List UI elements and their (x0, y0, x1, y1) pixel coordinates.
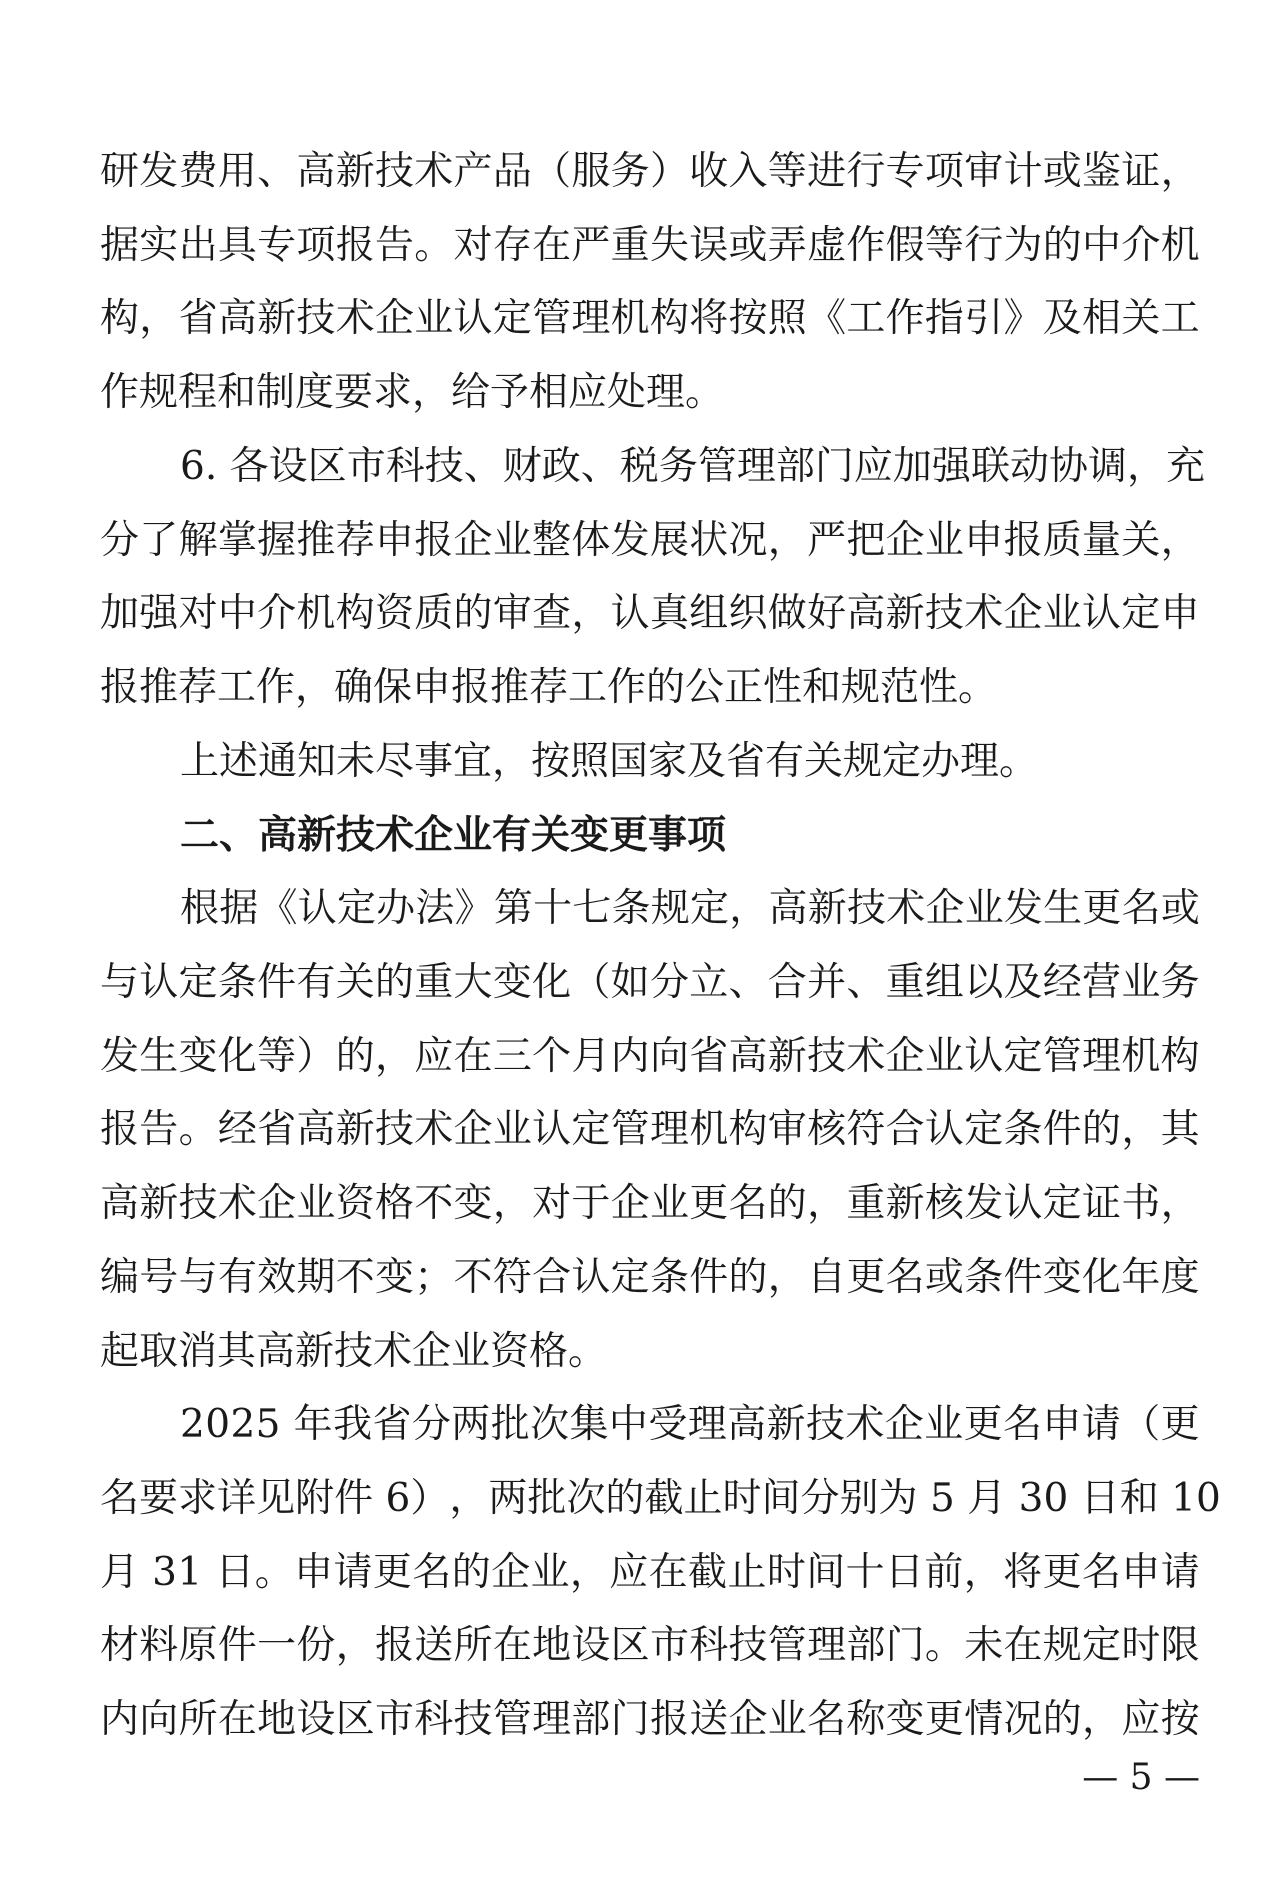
text-line-3: 构 ， 省 高 新 技 术 企 业 认 定 管 理 机 构 将 按 照 《 工 作 指 引 》 及 相 关 工 (100, 296, 1200, 341)
text-line-20: 月 3 1 日 。 申 请 更 名 的 企 业 ， 应 在 截 止 时 间 十 日 前 ， 将 更 名 申 请 (100, 1550, 1200, 1595)
text-line-6: 分 了 解 掌 握 推 荐 申 报 企 业 整 体 发 展 状 况 ， 严 把 企 业 申 报 质 量 关 ， (100, 518, 1200, 563)
text-line-14: 报 告 。 经 省 高 新 技 术 企 业 认 定 管 理 机 构 审 核 符 合 认 定 条 件 的 ， 其 (100, 1107, 1200, 1152)
text-line-7: 加 强 对 中 介 机 构 资 质 的 审 查 ， 认 真 组 织 做 好 高 新 技 术 企 业 认 定 申 (100, 591, 1200, 636)
text-line-11: 根 据 《 认 定 办 法 》 第 十 七 条 规 定 ， 高 新 技 术 企 业 发 生 更 名 或 (180, 886, 1200, 931)
text-line-22: 内 向 所 在 地 设 区 市 科 技 管 理 部 门 报 送 企 业 名 称 变 更 情 况 的 ， 应 按 (100, 1697, 1200, 1742)
text-line-5: 6 . 各 设 区 市 科 技 、 财 政 、 税 务 管 理 部 门 应 加 强 联 动 协 调 ， 充 (180, 444, 1206, 489)
text-line-4: 作规程和制度要求，给予相应处理。 (100, 370, 725, 415)
text-line-12: 与 认 定 条 件 有 关 的 重 大 变 化 （ 如 分 立 、 合 并 、 重 组 以 及 经 营 业 务 (100, 960, 1200, 1005)
text-line-16: 编 号 与 有 效 期 不 变 ； 不 符 合 认 定 条 件 的 ， 自 更 名 或 条 件 变 化 年 度 (100, 1255, 1200, 1300)
text-line-1: 研 发 费 用 、 高 新 技 术 产 品 （ 服 务 ） 收 入 等 进 行 专 项 审 计 或 鉴 证 ， (100, 149, 1200, 194)
section-heading: 二、高新技术企业有关变更事项 (180, 813, 727, 858)
text-line-13: 发 生 变 化 等 ） 的 ， 应 在 三 个 月 内 向 省 高 新 技 术 企 业 认 定 管 理 机 构 (100, 1034, 1200, 1079)
text-line-8: 报推荐工作，确保申报推荐工作的公正性和规范性。 (100, 665, 998, 710)
text-line-15: 高 新 技 术 企 业 资 格 不 变 ， 对 于 企 业 更 名 的 ， 重 新 核 发 认 定 证 书 ， (100, 1181, 1200, 1226)
page-number: — 5 — (1082, 1757, 1200, 1798)
text-line-2: 据 实 出 具 专 项 报 告 。 对 存 在 严 重 失 误 或 弄 虚 作 假 等 行 为 的 中 介 机 (100, 223, 1200, 268)
text-line-9: 上述通知未尽事宜，按照国家及省有关规定办理。 (180, 739, 1039, 784)
text-line-17: 起取消其高新技术企业资格。 (100, 1329, 608, 1374)
text-line-19: 名 要 求 详 见 附 件 6 ） ， 两 批 次 的 截 止 时 间 分 别 为 5 月 3 0 日 和 1 0 (100, 1476, 1221, 1521)
text-line-21: 材 料 原 件 一 份 ， 报 送 所 在 地 设 区 市 科 技 管 理 部 门 。 未 在 规 定 时 限 (100, 1623, 1200, 1668)
text-line-18: 2 0 2 5 年 我 省 分 两 批 次 集 中 受 理 高 新 技 术 企 业 更 名 申 请 （ 更 (180, 1402, 1200, 1447)
